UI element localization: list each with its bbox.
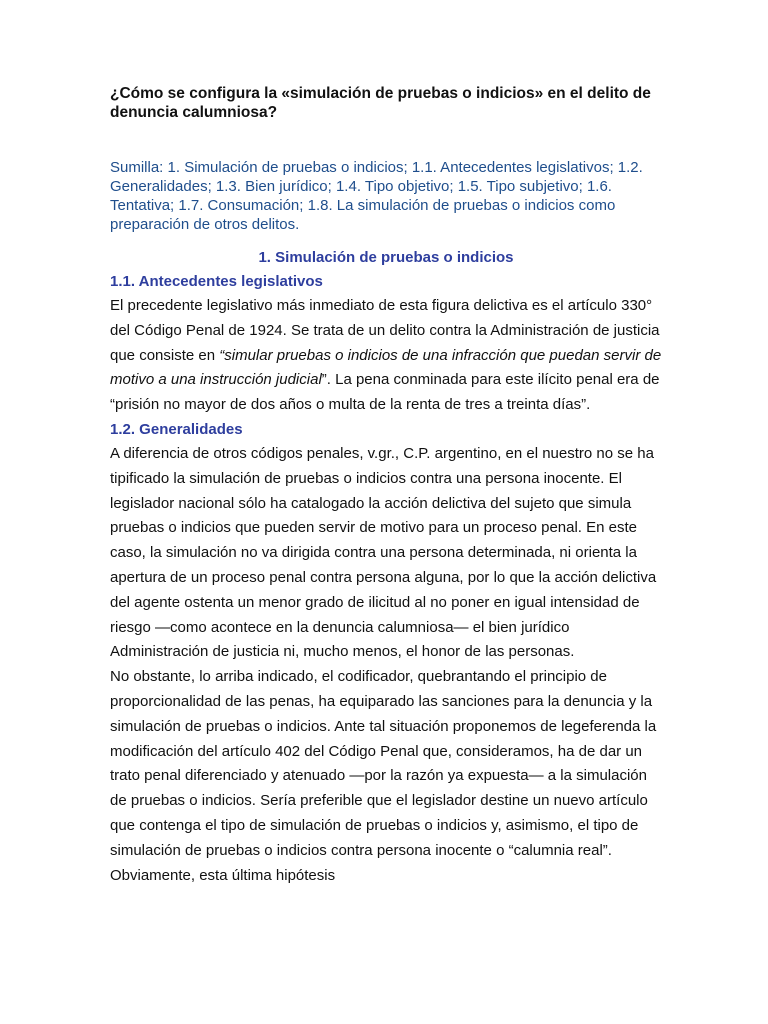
section-heading-1-2: 1.2. Generalidades (110, 420, 243, 438)
paragraph-1-start: El precedente legislativo más inmediato de esta figura delictiva es el artículo 330° del Código Penal de 1924. Se trata de un delito contra la Administración de justicia que consiste en (110, 297, 660, 364)
paragraph-2: A diferencia de otros códigos penales, v.gr., C.P. argentino, en el nuestro no se ha tipificado la simulación de pruebas o indicios contra una persona inocente. El legislador nacional sólo ha catalogado la acción delictiva del sujeto que simula pruebas o indicios que pueden servir de motivo para un proceso penal. En este caso, la simulación no va dirigida contra una persona determinada, ni orienta la apertura de un proceso penal contra persona alguna, por lo que la acción delictiva del agente ostenta un menor grado de ilicitud al no poner en igual intensidad de riesgo —como acontece en la denuncia calumniosa— el bien jurídico Administración de justicia ni, mucho menos, el honor de las personas. (110, 444, 657, 661)
section-heading-1-1: 1.1. Antecedentes legislativos (110, 273, 323, 290)
paragraph-1-quote: “simular pruebas o indicios de una infracción que puedan servir de motivo a una instrucción judicial (110, 346, 662, 389)
paragraph-1-end: ”. La pena conminada para este ilícito penal era de “prisión no mayor de dos años o multa de la renta de tres a treinta días”. (110, 371, 660, 414)
section-heading-1: 1. Simulación de pruebas o indicios (258, 249, 514, 266)
paragraph-3: No obstante, lo arriba indicado, el codificador, quebrantando el principio de proporcionalidad de las penas, ha equiparado las sanciones para la denuncia y la simulación de pruebas o indicios. Ante tal situación proponemos de legeferenda la modificación del artículo 402 del Código Penal que, consideramos, ha de dar un trato penal diferenciado y atenuado —por la razón ya expuesta— a la simulación de pruebas o indicios. Sería preferible que el legislador destine un nuevo artículo que contenga el tipo de simulación de pruebas o indicios y, asimismo, el tipo de simulación de pruebas o indicios contra persona inocente o “calumnia real”. Obviamente, esta última hipótesis (110, 668, 657, 884)
document-body (110, 246, 662, 888)
summary-paragraph: Sumilla: 1. Simulación de pruebas o indicios; 1.1. Antecedentes legislativos; 1.2. Generalidades; 1.3. Bien jurídico; 1.4. Tipo objetivo; 1.5. Tipo subjetivo; 1.6. Tentativa; 1.7. Consumación; 1.8. La simulación de pruebas o indicios como preparación de otros delitos. (110, 159, 643, 233)
document-title: ¿Cómo se configura la «simulación de pruebas o indicios» en el delito de denuncia calumniosa? (110, 85, 651, 121)
paragraph-1 (110, 294, 662, 418)
